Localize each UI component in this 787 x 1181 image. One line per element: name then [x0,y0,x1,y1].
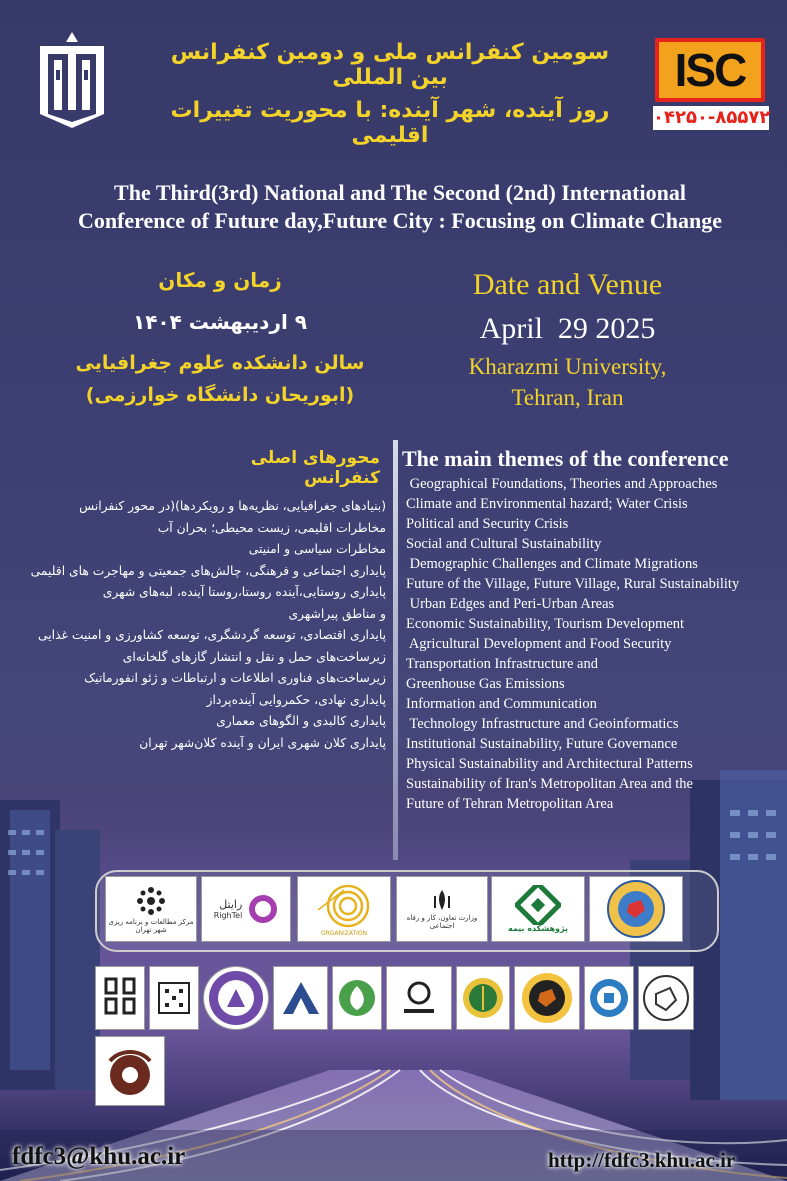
isc-code: ۰۴۲۵۰-۸۵۵۷۲ [653,107,771,128]
fa-theme-item: زیرساخت‌های فناوری اطلاعات و ارتباطات و ژئو انفورماتیک [84,671,386,685]
fa-theme-item: پایداری اجتماعی و فرهنگی، چالش‌های جمعیتی و مهاجرت های اقلیمی [30,563,386,578]
en-theme-item: Agricultural Development and Food Security [406,636,672,652]
fa-theme-item: پایداری اقتصادی، توسعه گردشگری، توسعه کشاورزی و امنیت غذایی [38,628,386,642]
rightel-fa-text: رایتل [219,898,243,911]
ministry-caption: وزارت تعاون، کار و رفاه اجتماعی [406,914,478,930]
footer-website[interactable]: http://fdfc3.khu.ac.ir [548,1148,736,1172]
en-theme-item: Social and Cultural Sustainability [406,536,602,552]
sponsor-map-association-logo [638,966,694,1030]
fa-date: ۹ اردیبهشت ۱۴۰۴ [132,310,307,334]
en-theme-item: Greenhouse Gas Emissions [406,676,565,692]
sponsor-insurance-research-logo [491,876,585,942]
sponsor-mountain-logo [273,966,328,1030]
isc-logo [655,38,765,102]
sponsor-art-university-logo [386,966,452,1030]
fa-venue-line1: سالن دانشکده علوم جغرافیایی [75,352,365,374]
sponsor-meteorological-org-logo [297,876,391,942]
fa-theme-item: زیرساخت‌های حمل و نقل و انتشار گازهای گلخانه‌ای [122,649,386,664]
en-theme-item: Economic Sustainability, Tourism Development [406,616,685,632]
en-theme-item: Sustainability of Iran's Metropolitan Area and the [406,776,693,792]
sponsor-leaf-logo [332,966,382,1030]
en-theme-item: Institutional Sustainability, Future Governance [406,736,678,752]
sponsor-shahid-beheshti-logo [95,966,145,1030]
sponsor-rightel-logo [201,876,291,942]
sponsor-agriculture-logo [456,966,510,1030]
en-theme-item: Urban Edges and Peri-Urban Areas [406,596,615,612]
sponsor-urban-studies-logo [203,966,269,1030]
fa-theme-item: پایداری روستایی،آینده روستا،روستا آینده، لبه‌های شهری [102,585,386,599]
sponsor-tehran-university-logo [584,966,634,1030]
en-venue-line1: Kharazmi University, [468,354,667,379]
fa-themes-list [10,496,386,754]
en-theme-item: Climate and Environmental hazard; Water Crisis [406,496,688,512]
fa-title-line2: روز آینده، شهر آینده: با محوریت تغییرات اقلیمی [170,98,610,148]
en-date: April 29 2025 [479,312,656,345]
university-logo [36,30,108,130]
en-theme-item: Political and Security Crisis [406,516,569,532]
en-theme-item: Geographical Foundations, Theories and Approaches [406,476,718,492]
sponsor-bottom-logo [95,1036,165,1106]
sponsor-ministry-welfare-logo [396,876,488,942]
meteorological-caption: ORGANIZATION [320,930,368,937]
isc-label: ISC [674,44,746,96]
sponsor-tehran-caption: مرکز مطالعات و برنامه ریزی شهر تهران [108,918,194,934]
sponsor-geography-association-logo [589,876,683,942]
fa-themes-heading: محورهای اصلی کنفرانس [250,448,380,488]
insurance-caption: پژوهشکده بیمه [508,924,568,933]
en-date-venue-heading: Date and Venue [472,268,663,301]
column-divider [393,440,398,860]
en-title-line1: The Third(3rd) National and The Second (2nd) International [114,180,686,205]
fa-date-venue-heading: زمان و مکان [158,268,282,292]
fa-theme-item: (بنیادهای جغرافیایی، نظریه‌ها و رویکردها)(در محور کنفرانس [79,499,386,513]
en-theme-item: Transportation Infrastructure and [406,656,598,672]
sponsor-geo-society-logo [514,966,580,1030]
fa-theme-item: مخاطرات سیاسی و امنیتی [248,542,386,556]
sponsor-tehran-studies-logo [105,876,197,942]
fa-theme-item: پایداری نهادی، حکمروایی آینده‌پرداز [206,692,386,707]
fa-theme-item: و مناطق پیراشهری [288,606,386,621]
fa-theme-item: پایداری کلان شهری ایران و آینده کلان‌شهر تهران [139,735,386,750]
en-theme-item: Demographic Challenges and Climate Migrations [406,556,698,572]
fa-theme-item: پایداری کالبدی و الگوهای معماری [216,714,386,728]
fa-theme-item: مخاطرات اقلیمی، زیست محیطی؛ بحران آب [157,520,386,535]
en-venue-line2: Tehran, Iran [511,385,624,410]
sponsor-research-center-logo [149,966,199,1030]
en-theme-item: Physical Sustainability and Architectural Patterns [406,756,693,772]
en-title-line2: Conference of Future day,Future City : Focusing on Climate Change [77,208,723,233]
en-theme-item: Technology Infrastructure and Geoinformatics [406,716,679,732]
fa-title-line1: سومین کنفرانس ملی و دومین کنفرانس بین المللی [170,40,610,90]
en-theme-item: Information and Communication [406,696,597,712]
fa-venue-line2: (ابوریحان دانشگاه خوارزمی) [85,384,355,406]
rightel-en-text: RighTel [213,911,243,920]
footer-email[interactable]: fdfc3@khu.ac.ir [12,1143,186,1170]
en-themes-list [406,474,786,814]
en-themes-heading: The main themes of the conference [402,446,729,471]
en-theme-item: Future of the Village, Future Village, Rural Sustainability [406,576,740,592]
en-theme-item: Future of Tehran Metropolitan Area [406,796,614,812]
